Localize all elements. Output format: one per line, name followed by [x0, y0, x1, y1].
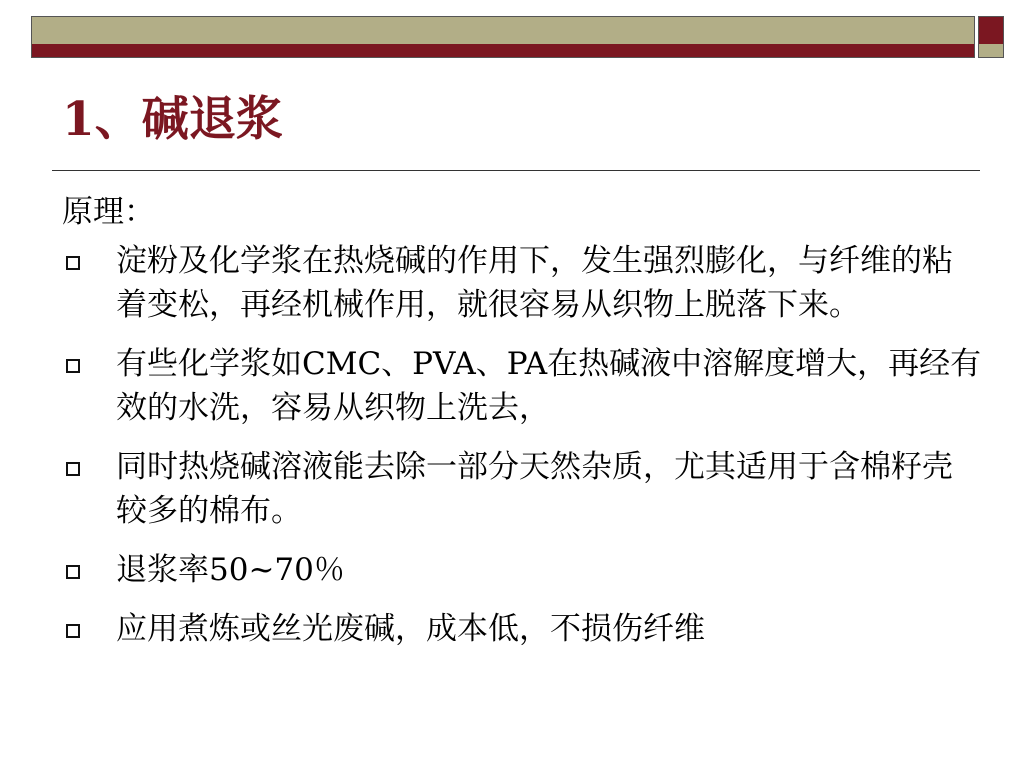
title-divider — [52, 170, 980, 171]
hollow-square-bullet-icon — [66, 256, 80, 270]
list-item — [62, 548, 982, 592]
bullet-text: 应用煮炼或丝光废碱，成本低，不损伤纤维 — [116, 611, 705, 647]
bullet-text: 退浆率50~70％ — [116, 552, 345, 588]
header-maroon-band — [32, 44, 974, 57]
bullet-text: 有些化学浆如CMC、PVA、PA在热碱液中溶解度增大，再经有效的水洗，容易从织物上洗去， — [116, 346, 982, 426]
corner-olive-block — [979, 44, 1003, 57]
header-olive-band — [32, 17, 974, 44]
header-corner-decoration — [978, 16, 1004, 58]
bullet-list — [62, 239, 982, 651]
corner-maroon-block — [979, 17, 1003, 44]
hollow-square-bullet-icon — [66, 462, 80, 476]
principle-label: 原理： — [62, 194, 155, 230]
bullet-text: 同时热烧碱溶液能去除一部分天然杂质，尤其适用于含棉籽壳较多的棉布。 — [116, 449, 953, 529]
list-item — [62, 607, 982, 651]
list-item — [62, 342, 982, 430]
slide-body — [62, 190, 982, 666]
slide-title: 1、碱退浆 — [62, 92, 283, 147]
bullet-text: 淀粉及化学浆在热烧碱的作用下，发生强烈膨化，与纤维的粘着变松，再经机械作用，就很容易从织物上脱落下来。 — [116, 243, 953, 323]
list-item — [62, 445, 982, 533]
header-decoration-bar — [31, 16, 975, 58]
hollow-square-bullet-icon — [66, 624, 80, 638]
hollow-square-bullet-icon — [66, 359, 80, 373]
list-item — [62, 239, 982, 327]
hollow-square-bullet-icon — [66, 565, 80, 579]
